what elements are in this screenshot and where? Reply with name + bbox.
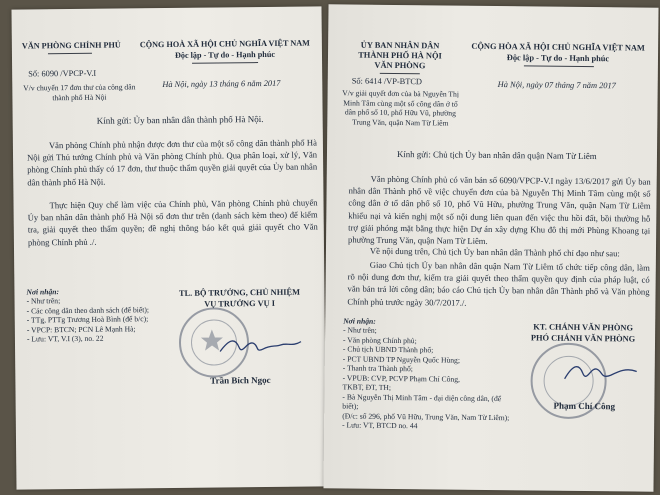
right-document-page (323, 4, 658, 491)
right-recipient-item: - Lưu: VT, BTCD no. 44 (342, 420, 418, 431)
left-place-date: Hà Nội, ngày 13 tháng 6 năm 2017 (162, 78, 281, 90)
right-handwritten-signature (561, 357, 641, 388)
left-recipient-item: - Các công dân theo danh sách (để biết); (26, 304, 149, 315)
right-paragraph-3: Giao Chủ tịch Ủy ban nhân dân quận Nam Từ Liêm tổ chức tiếp công dân, làm rõ nội dung đơn thư, kiểm tra giải quyết theo thẩm quyền quy định của pháp luật, có văn bản trả lời công dân; báo cáo Chủ tịch Ủy ban nhân dân Thành phố và Văn phòng Chính phủ trước ngày 30/7/2017./. (347, 259, 650, 308)
left-motto-underline (192, 62, 258, 64)
left-republic-header: CỘNG HOÀ XÃ HỘI CHỦ NGHĨA VIỆT NAM (139, 38, 310, 50)
right-recipients-title: Nơi nhận: (343, 316, 376, 326)
right-signer-name: Phạm Chí Công (553, 400, 616, 412)
right-place-date: Hà Nội, ngày 07 tháng 7 năm 2017 (497, 80, 616, 91)
right-recipient-item: (Đ/c: số 296, phố Vũ Hữu, Trung Văn, Nam Từ Liêm); (342, 410, 510, 422)
right-recipient-item: - PCT UBND TP Nguyễn Quốc Hùng; (342, 353, 461, 365)
left-recipient-item: - Như trên; (26, 296, 61, 306)
right-recipient-item: - Bà Nguyễn Thị Minh Tâm - đại diện công dân, (để biết); (342, 391, 502, 411)
left-agency-underline (48, 53, 92, 54)
right-republic-header: CỘNG HÒA XÃ HỘI CHỦ NGHĨA VIỆT NAM (471, 41, 645, 53)
left-recipient-item: - VPCP: BTCN; PCN Lê Mạnh Hà; (26, 323, 136, 334)
right-signer-title-1: KT. CHÁNH VĂN PHÒNG (533, 322, 634, 333)
right-motto: Độc lập - Tự do - Hạnh phúc (506, 53, 610, 64)
left-subject: V/v chuyển 17 đơn thư của công dân thành phố Hà Nội (23, 82, 136, 102)
left-recipient-item: - Lưu: VT, V.I (3), no. 22 (26, 333, 104, 344)
right-agency-line-2: THÀNH PHỐ HÀ NỘI (358, 50, 442, 61)
right-document-number: Số: 6414 /VP-BTCD (351, 76, 423, 87)
right-subject: V/v giải quyết đơn của bà Nguyễn Thị Minh Tâm cùng một số công dân ở tổ dân phố số 10, phố Hữu Vũ, phường Trung Văn, quận Nam Từ Liêm (342, 88, 460, 128)
left-document-number: Số: 6090 /VPCP-V.I (28, 68, 97, 79)
left-paragraph-1: Văn phòng Chính phủ nhận được đơn thư của một số công dân thành phố Hà Nội gửi Thủ tướng Chính phủ và Văn phòng Chính phủ. Qua phân loại, xử lý, Văn phòng Chính phủ thấy có 17 đơn, thư thuộc thẩm quyền giải quyết của Ủy ban nhân dân thành phố Hà Nội. (26, 137, 318, 188)
left-recipients-list (27, 295, 177, 344)
right-recipients-list (342, 325, 513, 431)
left-salutation: Kính gửi: Ủy ban nhân dân thành phố Hà Nội. (96, 114, 264, 126)
right-agency-underline (380, 73, 420, 74)
right-recipient-item: - Văn phòng Chính phủ; (342, 334, 417, 345)
right-agency-line-3: VĂN PHÒNG (374, 60, 426, 71)
right-paragraph-1: Văn phòng Chính phủ có văn bản số 6090/VPCP-V.I ngày 13/6/2017 gửi Ủy ban nhân dân Thành phố về việc chuyển đơn của bà Nguyễn Thị Minh Tâm cùng một số công dân ở tổ dân phố số 10, phố Vũ Hữu, phường Trung Văn, quận Nam Từ Liêm khiếu nại và kiến nghị một số nội dung liên quan đến việc thu hồi đất, bồi thường hỗ trợ giải phóng mặt bằng thực hiện Dự án xây dựng Khu đô thị mới Phùng Khoang tại phường Trung Văn, quận Nam Từ Liêm. (348, 173, 651, 246)
left-paragraph-2: Thực hiện Quy chế làm việc của Chính phủ, Văn phòng Chính phủ chuyển Ủy ban nhân dân thành phố Hà Nội số đơn thư trên (danh sách kèm theo) để kiểm tra, giải quyết theo thẩm quyền; đề nghị thông báo kết quả giải quyết cho Văn phòng Chính phủ ./. (27, 197, 318, 248)
right-recipient-item: TKBT, ĐT, TH; (342, 382, 392, 392)
left-signer-title-2: VỤ TRƯỞNG VỤ I (204, 298, 276, 309)
right-paragraph-2: Về nội dung trên, Chủ tịch Ủy ban nhân dân Thành phố chỉ đạo như sau: (369, 245, 620, 259)
left-recipient-item: - TTg, PTTg Trương Hoà Bình (để b/c); (26, 314, 149, 325)
right-motto-underline (524, 65, 594, 67)
right-recipient-item: - Thanh tra Thành phố; (342, 363, 413, 374)
right-recipient-item: - Chủ tịch UBND Thành phố; (342, 344, 434, 355)
right-salutation: Kính gửi: Chủ tịch Ủy ban nhân dân quận Nam Từ Liêm (396, 149, 597, 162)
right-signer-title-2: PHÓ CHÁNH VĂN PHÒNG (530, 333, 636, 344)
left-signer-name: Trần Bích Ngọc (210, 374, 271, 386)
right-recipient-item: - VPUB: CVP, PCVP Phạm Chí Công, (342, 372, 461, 384)
left-agency-name: VĂN PHÒNG CHÍNH PHỦ (21, 40, 121, 51)
left-signer-title-1: TL. BỘ TRƯỞNG, CHỦ NHIỆM (178, 287, 301, 298)
left-handwritten-signature (215, 333, 305, 360)
right-agency-line-1: ỦY BAN NHÂN DÂN (360, 40, 440, 51)
left-recipients-title: Nơi nhận: (26, 287, 60, 297)
left-motto: Độc lập - Tự do - Hạnh phúc (174, 49, 276, 60)
right-recipient-item: - Như trên; (343, 325, 377, 335)
left-document-page (11, 6, 326, 489)
